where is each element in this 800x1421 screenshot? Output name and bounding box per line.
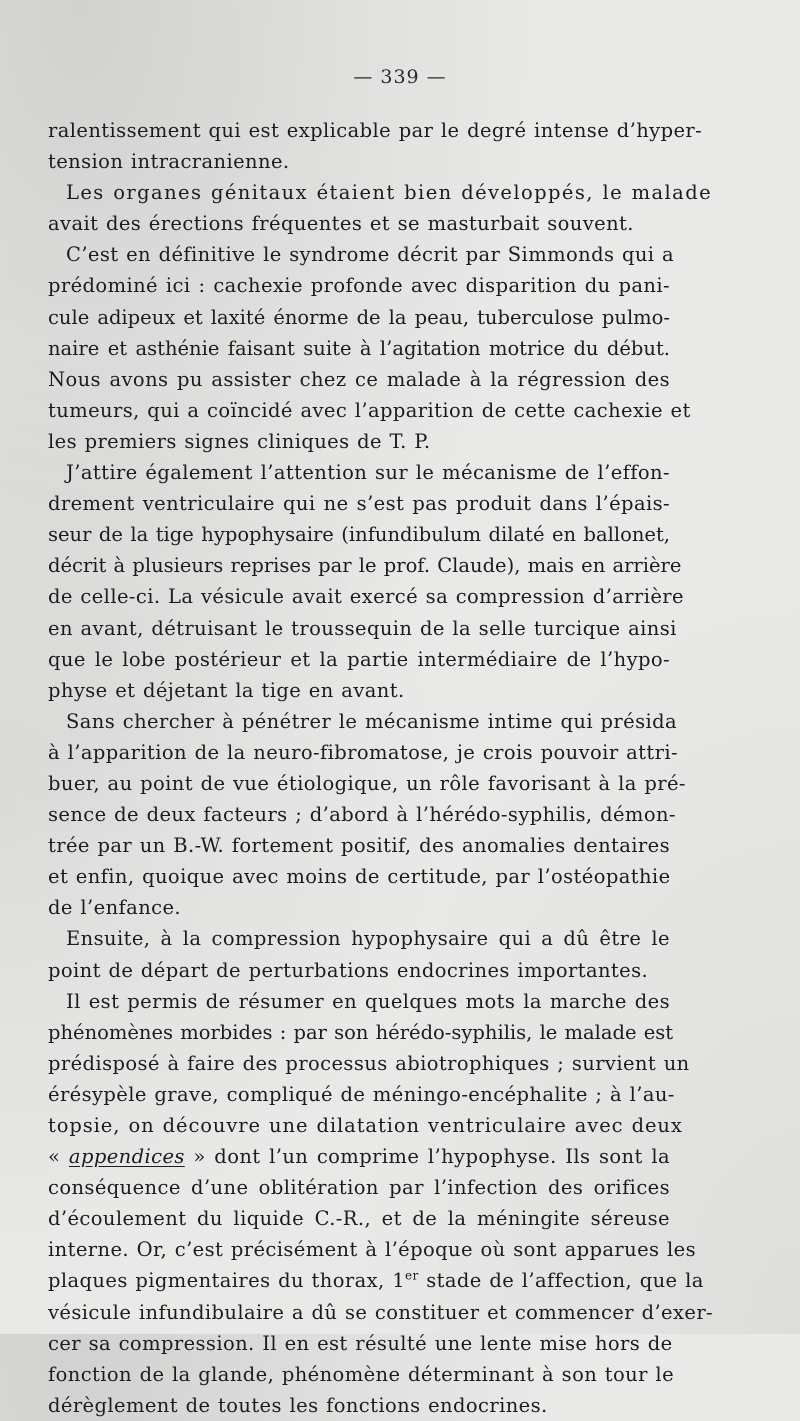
text-line: de l’enfance. <box>48 896 182 920</box>
text-line: et enfin, quoique avec moins de certitude, par l’ostéopathie <box>48 865 671 889</box>
text-line: interne. Or, c’est précisément à l’époque où sont apparues les <box>48 1238 696 1262</box>
text-line: cule adipeux et laxité énorme de la peau, tuberculose pulmo- <box>48 305 670 329</box>
text-line: fonction de la glande, phénomène déterminant à son tour le <box>48 1362 675 1386</box>
text-line: tumeurs, qui a coïncidé avec l’apparition de cette cachexie et <box>48 398 691 422</box>
text-line: conséquence d’une oblitération par l’infection des orifices <box>48 1176 670 1200</box>
text-line: Il est permis de résumer en quelques mots la marche des <box>66 989 670 1013</box>
text-line: phénomènes morbides : par son hérédo-syphilis, le malade est <box>48 1020 674 1044</box>
text-fragment: » dont l’un comprime l’hypophyse. Ils sont la <box>184 1145 670 1169</box>
text-fragment: « <box>48 1145 69 1169</box>
emphasized-word: appendices <box>68 1145 185 1169</box>
text-line: décrit à plusieurs reprises par le prof. Claude), mais en arrière <box>48 554 682 578</box>
text-line: C’est en définitive le syndrome décrit par Simmonds qui a <box>66 243 675 267</box>
text-fragment: plaques pigmentaires du thorax, 1 <box>48 1269 406 1293</box>
text-line: ralentissement qui est explicable par le degré intense d’hyper- <box>48 119 703 142</box>
text-line: sence de deux facteurs ; d’abord à l’hérédo-syphilis, démon- <box>48 803 676 827</box>
text-line: érésypèle grave, compliqué de méningo-encéphalite ; à l’au- <box>48 1082 675 1106</box>
text-line: tension intracranienne. <box>48 150 290 174</box>
text-line: Les organes génitaux étaient bien développés, le malade <box>66 181 713 205</box>
text-line: point de départ de perturbations endocrines importantes. <box>48 958 649 982</box>
text-line: Nous avons pu assister chez ce malade à la régression des <box>48 367 670 391</box>
text-line: les premiers signes cliniques de T. P. <box>48 429 431 453</box>
text-line: dérèglement de toutes les fonctions endocrines. <box>48 1393 548 1417</box>
text-line: avait des érections fréquentes et se masturbait souvent. <box>48 212 634 236</box>
text-line: naire et asthénie faisant suite à l’agitation motrice du début. <box>48 336 670 360</box>
text-line <box>48 1141 670 1172</box>
text-line: prédominé ici : cachexie profonde avec disparition du pani- <box>48 274 670 298</box>
text-line: que le lobe postérieur et la partie intermédiaire de l’hypo- <box>48 647 670 671</box>
text-line <box>48 1265 704 1296</box>
text-line: à l’apparition de la neuro-fibromatose, je crois pouvoir attri- <box>48 740 678 764</box>
text-line: trée par un B.-W. fortement positif, des anomalies dentaires <box>48 834 670 858</box>
text-line: de celle-ci. La vésicule avait exercé sa compression d’arrière <box>48 585 684 609</box>
text-line: physe et déjetant la tige en avant. <box>48 678 405 702</box>
text-line: topsie, on découvre une dilatation ventriculaire avec deux <box>48 1114 683 1137</box>
text-line: vésicule infundibulaire a dû se constituer et commencer d’exer- <box>48 1300 714 1324</box>
text-line: drement ventriculaire qui ne s’est pas produit dans l’épais- <box>48 492 670 516</box>
superscript: er <box>405 1268 419 1283</box>
text-line: seur de la tige hypophysaire (infundibulum dilaté en ballonet, <box>48 523 670 547</box>
text-line: Ensuite, à la compression hypophysaire qui a dû être le <box>66 927 670 951</box>
text-line: buer, au point de vue étiologique, un rôle favorisant à la pré- <box>48 771 686 795</box>
text-line: Sans chercher à pénétrer le mécanisme intime qui présida <box>66 709 678 733</box>
text-line: en avant, détruisant le troussequin de la selle turcique ainsi <box>48 616 677 640</box>
text-line: J’attire également l’attention sur le mécanisme de l’effon- <box>66 461 670 485</box>
page-number: — 339 — <box>353 66 447 88</box>
text-line: cer sa compression. Il en est résulté une lente mise hors de <box>48 1331 673 1355</box>
text-fragment: stade de l’affection, que la <box>418 1269 704 1293</box>
text-line: d’écoulement du liquide C.-R., et de la méningite séreuse <box>48 1207 670 1231</box>
text-line: prédisposé à faire des processus abiotrophiques ; survient un <box>48 1051 690 1075</box>
body-text <box>48 115 714 1421</box>
